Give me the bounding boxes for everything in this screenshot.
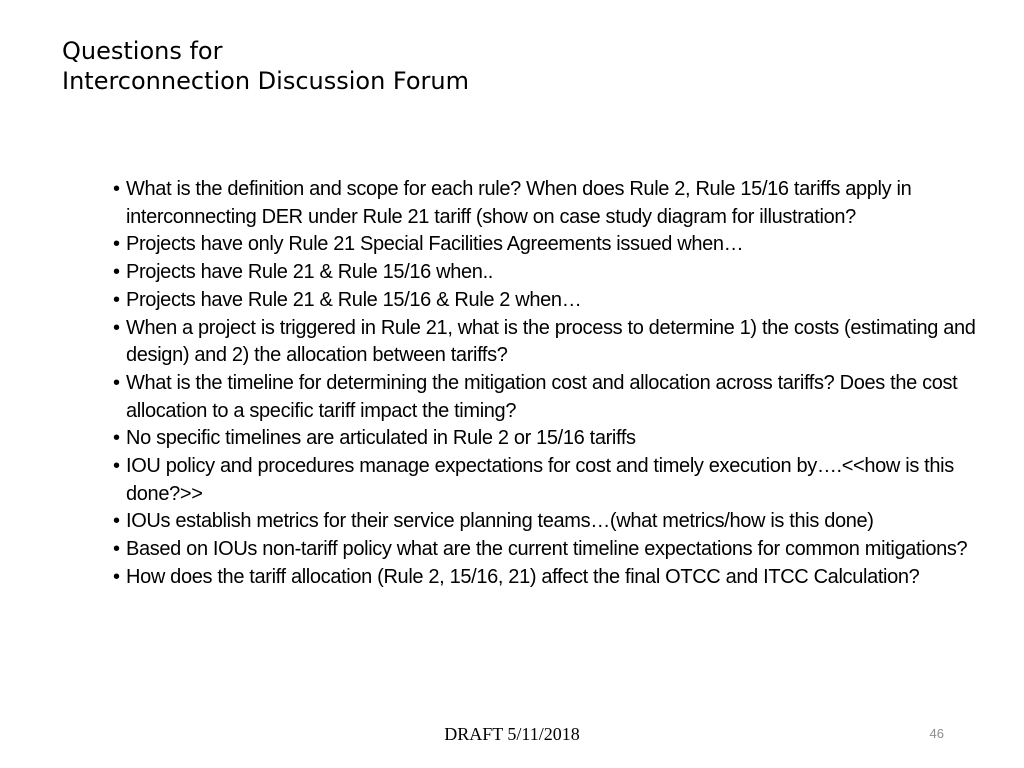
question-item: • IOUs establish metrics for their service planning teams…(what metrics/how is this done): [113, 508, 1008, 536]
page-number: 46: [929, 726, 944, 741]
question-item: • Based on IOUs non-tariff policy what are the current timeline expectations for common mitigations?: [113, 536, 1008, 564]
question-item: • No specific timelines are articulated in Rule 2 or 15/16 tariffs: [113, 425, 1008, 453]
slide-title-line-1: Questions for: [62, 37, 223, 65]
question-item: • What is the definition and scope for each rule? When does Rule 2, Rule 15/16 tariffs apply in interconnecting DER under Rule 21 tariff (show on case study diagram for illustration?: [113, 176, 1008, 231]
question-item: • Projects have only Rule 21 Special Facilities Agreements issued when…: [113, 231, 1008, 259]
question-item: • When a project is triggered in Rule 21, what is the process to determine 1) the costs (estimating and design) and 2) the allocation between tariffs?: [113, 315, 1008, 370]
footer-draft-date: DRAFT 5/11/2018: [444, 724, 580, 744]
question-item: • IOU policy and procedures manage expectations for cost and timely execution by….<<how is this done?>>: [113, 453, 1008, 508]
slide-title: [62, 36, 469, 96]
question-item: • How does the tariff allocation (Rule 2, 15/16, 21) affect the final OTCC and ITCC Calculation?: [113, 564, 1008, 592]
question-item: • Projects have Rule 21 & Rule 15/16 when..: [113, 259, 1008, 287]
question-item: • Projects have Rule 21 & Rule 15/16 & Rule 2 when…: [113, 287, 1008, 315]
slide-title-line-2: Interconnection Discussion Forum: [62, 67, 470, 95]
question-item: • What is the timeline for determining the mitigation cost and allocation across tariffs? Does the cost allocation to a specific tariff impact the timing?: [113, 370, 1008, 425]
question-list: [113, 176, 1008, 592]
